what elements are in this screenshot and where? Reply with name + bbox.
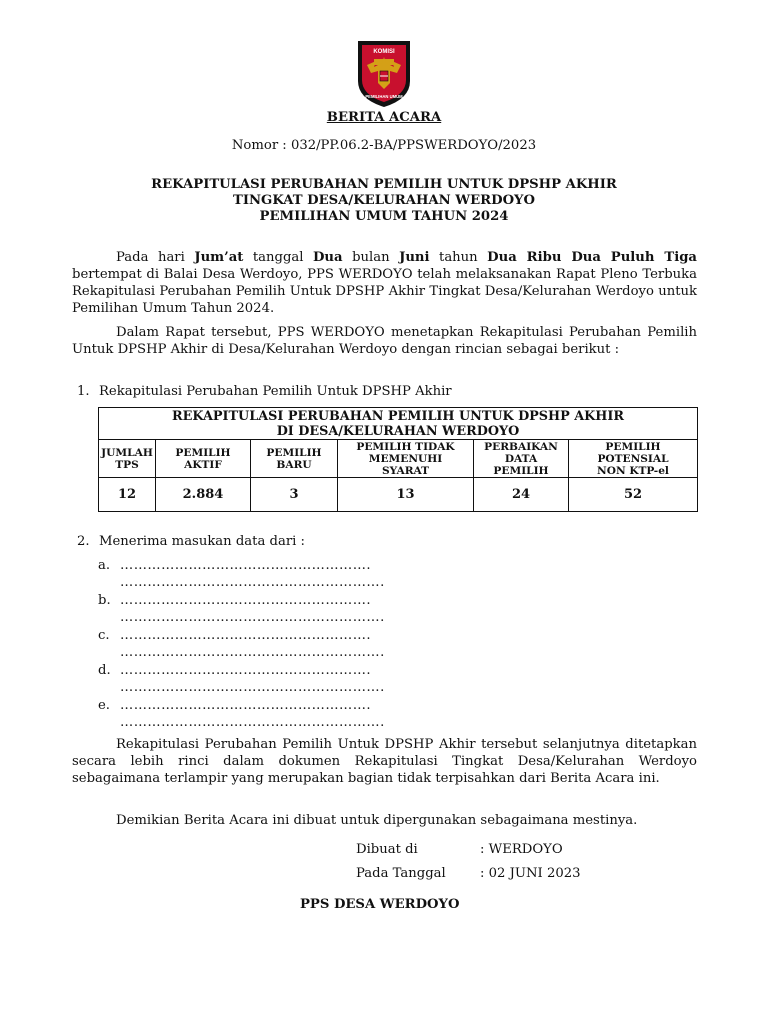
input-entry: a. ………………………………………………. …………………………………………………. [98, 558, 385, 590]
date-day: Dua [312, 250, 343, 265]
kpu-logo [352, 37, 416, 109]
cell-perbaikan-data: 24 [474, 478, 569, 512]
blank-line: ………………………………………………. [120, 593, 372, 608]
input-entry: b. ………………………………………………. …………………………………………………. [98, 593, 385, 625]
table-header-row [99, 440, 698, 478]
closing-paragraph: Rekapitulasi Perubahan Pemilih Untuk DPSHP Akhir tersebut selanjutnya ditetapkan secara lebih rinci dalam dokumen Rekapitulasi Tingkat Desa/Kelurahan Werdoyo sebagaimana terlampir yang merupakan bagian tidak terpisahkan dari Berita Acara ini. [72, 737, 697, 786]
input-entry: e. ………………………………………………. …………………………………………………. [98, 698, 385, 730]
blank-line: …………………………………………………. [120, 610, 385, 625]
col-header-pemilih-baru: PEMILIH BARU [251, 440, 338, 478]
list-number: 1. [77, 384, 90, 399]
heading-line: REKAPITULASI PERUBAHAN PEMILIH UNTUK DPSHP AKHIR [151, 177, 617, 192]
input-entry: d. ………………………………………………. …………………………………………………. [98, 663, 385, 695]
col-header-jumlah-tps: JUMLAH TPS [99, 440, 156, 478]
blank-line: …………………………………………………. [120, 680, 385, 695]
cell-pemilih-potensial: 52 [569, 478, 698, 512]
date-label: Pada Tanggal [356, 866, 446, 881]
blank-line: ………………………………………………. [120, 628, 372, 643]
cell-tidak-memenuhi-syarat: 13 [338, 478, 474, 512]
blank-line: …………………………………………………. [120, 645, 385, 660]
signature-date [356, 865, 581, 882]
document-title: BERITA ACARA [326, 110, 442, 125]
cell-jumlah-tps: 12 [99, 478, 156, 512]
place-label: Dibuat di [356, 842, 418, 857]
list-number: 2. [77, 534, 90, 549]
cell-pemilih-baru: 3 [251, 478, 338, 512]
final-statement: Demikian Berita Acara ini dibuat untuk dipergunakan sebagaimana mestinya. [116, 813, 638, 828]
signature-place [356, 841, 563, 858]
list-label: Rekapitulasi Perubahan Pemilih Untuk DPSHP Akhir [99, 384, 452, 399]
date-month: Juni [399, 250, 430, 265]
place-value: : WERDOYO [480, 842, 563, 857]
input-entry: c. ………………………………………………. …………………………………………………. [98, 628, 385, 660]
input-entries [98, 557, 438, 732]
opening-paragraph: Pada hari Jum’at tanggal Dua bulan Juni tahun Dua Ribu Dua Puluh Tiga bertempat di Balai Desa Werdoyo, PPS WERDOYO telah melaksanakan Rapat Pleno Terbuka Rekapitulasi Perubahan Pemilih Untuk DPSHP Akhir Tingkat Desa/Kelurahan Werdoyo untuk Pemilihan Umum Tahun 2024. [72, 250, 697, 316]
table-title: REKAPITULASI PERUBAHAN PEMILIH UNTUK DPSHP AKHIR DI DESA/KELURAHAN WERDOYO [99, 408, 698, 440]
heading-line: TINGKAT DESA/KELURAHAN WERDOYO [233, 193, 535, 208]
day-name: Jum’at [194, 250, 244, 265]
date-year: Dua Ribu Dua Puluh Tiga [487, 250, 697, 265]
recap-table [98, 407, 698, 512]
heading-line: PEMILIHAN UMUM TAHUN 2024 [259, 209, 509, 224]
blank-line: ………………………………………………. [120, 558, 372, 573]
list-label: Menerima masukan data dari : [99, 534, 305, 549]
blank-line: …………………………………………………. [120, 575, 385, 590]
document-heading [0, 177, 768, 225]
blank-line: …………………………………………………. [120, 715, 385, 730]
list-item-input [77, 533, 305, 550]
svg-text:PEMILIHAN UMUM: PEMILIHAN UMUM [365, 94, 403, 99]
blank-line: ………………………………………………. [120, 698, 372, 713]
col-header-pemilih-aktif: PEMILIH AKTIF [156, 440, 251, 478]
col-header-perbaikan-data: PERBAIKAN DATA PEMILIH [474, 440, 569, 478]
cell-pemilih-aktif: 2.884 [156, 478, 251, 512]
date-value: : 02 JUNI 2023 [480, 866, 581, 881]
list-item-recap [77, 383, 452, 400]
organization-name: PPS DESA WERDOYO [300, 897, 460, 912]
col-header-pemilih-potensial: PEMILIH POTENSIAL NON KTP-el [569, 440, 698, 478]
document-number: Nomor : 032/PP.06.2-BA/PPSWERDOYO/2023 [231, 138, 537, 153]
meeting-paragraph: Dalam Rapat tersebut, PPS WERDOYO menetapkan Rekapitulasi Perubahan Pemilih Untuk DPSHP Akhir di Desa/Kelurahan Werdoyo dengan rincian sebagai berikut : [72, 325, 697, 357]
table-row [99, 478, 698, 512]
blank-line: ………………………………………………. [120, 663, 372, 678]
svg-text:KOMISI: KOMISI [373, 49, 395, 55]
col-header-tidak-memenuhi-syarat: PEMILIH TIDAK MEMENUHI SYARAT [338, 440, 474, 478]
